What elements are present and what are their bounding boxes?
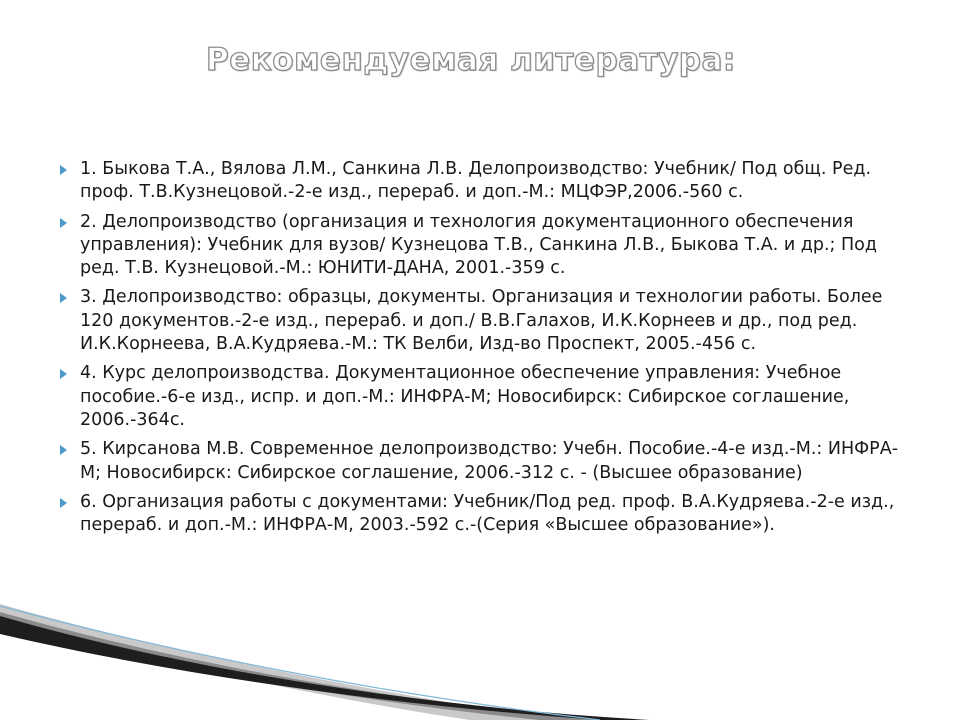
bullet-arrow-icon [60, 218, 67, 228]
bullet-arrow-icon [60, 369, 67, 379]
bullet-arrow-icon [60, 165, 67, 175]
list-item-text: 1. Быкова Т.А., Вялова Л.М., Санкина Л.В. Делопроизводство: Учебник/ Под общ. Ред. проф. Т.В.Кузнецовой.-2-е изд., перераб. и доп.-М.: МЦФЭР,2006.-560 с. [80, 159, 872, 203]
list-item-text: 5. Кирсанова М.В. Современное делопроизводство: Учебн. Пособие.-4-е изд.-М.: ИНФРА-М; Новосибирск: Сибирское соглашение, 2006.-312 с. - (Высшее образование) [80, 439, 899, 483]
list-item-text: 6. Организация работы с документами: Учебник/Под ред. проф. В.А.Кудряева.-2-е изд., перераб. и доп.-М.: ИНФРА-М, 2003.-592 с.-(Серия «Высшее образование»). [80, 491, 895, 536]
literature-list [58, 158, 903, 543]
swoosh-blue-line [0, 606, 600, 720]
list-item [58, 286, 903, 356]
bullet-arrow-icon [60, 445, 67, 455]
list-item [58, 158, 903, 205]
list-item-text: 4. Курс делопроизводства. Документационное обеспечение управления: Учебное пособие.-6-е изд., испр. и доп.-М.: ИНФРА-М; Новосибирск: Сибирское соглашение, 2006.-364с. [80, 363, 850, 430]
bullet-arrow-icon [60, 498, 67, 508]
list-item-text: 3. Делопроизводство: образцы, документы. Организация и технологии работы. Более 120 документов.-2-е изд., перераб. и доп./ В.В.Галахов, И.К.Корнеев и др., под ред. И.К.Корнеева, В.А.Кудряева.-М.: ТК Велби, Изд-во Проспект, 2005.-456 с. [80, 287, 883, 355]
swoosh-dark-band [0, 616, 650, 720]
list-item [58, 491, 903, 538]
bullet-arrow-icon [60, 293, 67, 303]
swoosh-light-band [0, 604, 560, 720]
list-item [58, 211, 903, 281]
list-item-text: 2. Делопроизводство (организация и технология документационного обеспечения управления): Учебник для вузов/ Кузнецова Т.В., Санкина Л.В., Быкова Т.А. и др.; Под ред. Т.В. Кузнецовой.-М.: ЮНИТИ-ДАНА, 2001.-359 с. [80, 211, 877, 279]
list-item [58, 362, 903, 432]
list-item [58, 438, 903, 485]
swoosh-mid-band [0, 612, 600, 720]
slide-title: Рекомендуемая литература: [206, 42, 736, 78]
